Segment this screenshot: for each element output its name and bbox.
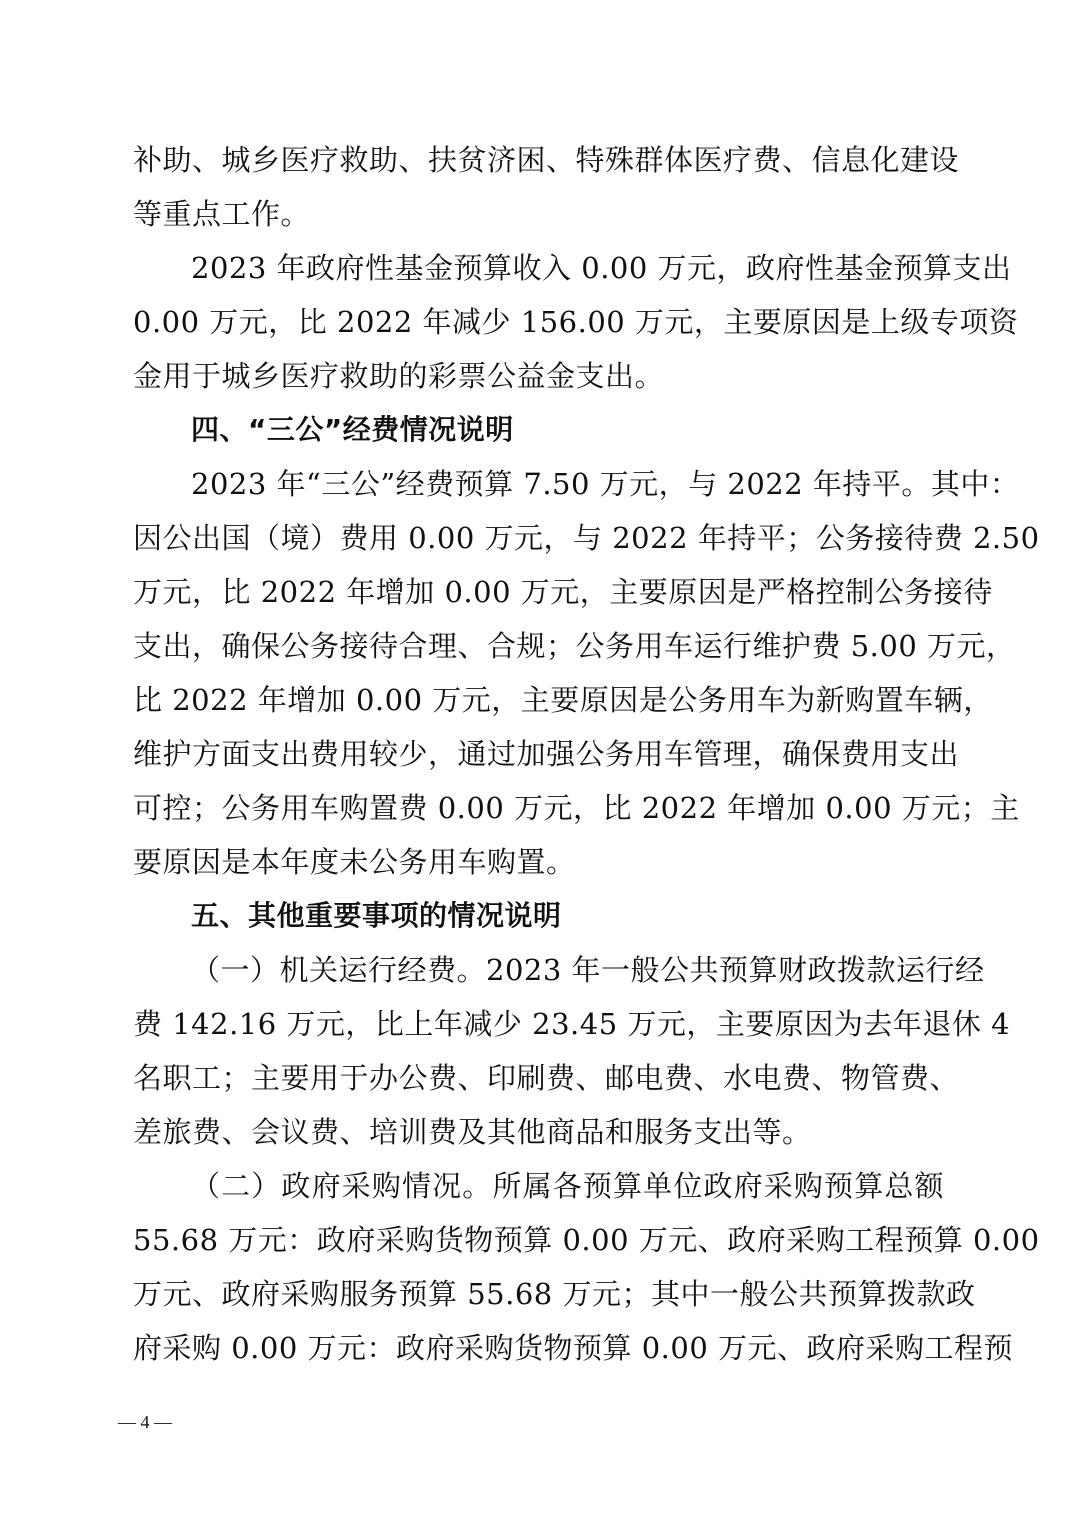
text-line: 等重点工作。 — [133, 197, 311, 231]
section-heading: 五、其他重要事项的情况说明 — [191, 899, 562, 932]
text-line: 金用于城乡医疗救助的彩票公益金支出。 — [133, 359, 665, 393]
section-heading: 四、“三公”经费情况说明 — [191, 413, 514, 446]
text-line: 名职工；主要用于办公费、印刷费、邮电费、水电费、物管费、 — [133, 1061, 960, 1095]
text-line: 0.00 万元，比 2022 年减少 156.00 万元，主要原因是上级专项资 — [133, 305, 1019, 339]
text-line: 差旅费、会议费、培训费及其他商品和服务支出等。 — [133, 1115, 812, 1149]
text-line: 因公出国（境）费用 0.00 万元，与 2022 年持平；公务接待费 2.50 — [133, 521, 1040, 555]
text-line: 可控；公务用车购置费 0.00 万元，比 2022 年增加 0.00 万元；主 — [133, 791, 1020, 825]
text-line: 要原因是本年度未公务用车购置。 — [133, 845, 576, 879]
text-line: 2023 年政府性基金预算收入 0.00 万元，政府性基金预算支出 — [191, 251, 1012, 285]
text-line: 比 2022 年增加 0.00 万元，主要原因是公务用车为新购置车辆， — [133, 683, 993, 717]
text-line: 支出，确保公务接待合理、合规；公务用车运行维护费 5.00 万元， — [133, 629, 1016, 663]
page-number: — 4 — — [118, 1412, 172, 1432]
text-line: 2023 年“三公”经费预算 7.50 万元，与 2022 年持平。其中： — [191, 467, 1020, 501]
text-line: （二）政府采购情况。所属各预算单位政府采购预算总额 — [191, 1169, 944, 1203]
text-line: 补助、城乡医疗救助、扶贫济困、特殊群体医疗费、信息化建设 — [133, 143, 960, 177]
text-line: 万元，比 2022 年增加 0.00 万元，主要原因是严格控制公务接待 — [133, 575, 993, 609]
text-line: 维护方面支出费用较少，通过加强公务用车管理，确保费用支出 — [133, 737, 960, 771]
text-line: 万元、政府采购服务预算 55.68 万元；其中一般公共预算拨款政 — [133, 1277, 976, 1311]
text-line: 55.68 万元：政府采购货物预算 0.00 万元、政府采购工程预算 0.00 — [133, 1223, 1040, 1257]
text-line: （一）机关运行经费。2023 年一般公共预算财政拨款运行经 — [191, 953, 985, 987]
text-line: 府采购 0.00 万元：政府采购货物预算 0.00 万元、政府采购工程预 — [133, 1331, 1014, 1365]
text-line: 费 142.16 万元，比上年减少 23.45 万元，主要原因为去年退休 4 — [133, 1007, 1011, 1041]
document-body — [133, 133, 1040, 1375]
